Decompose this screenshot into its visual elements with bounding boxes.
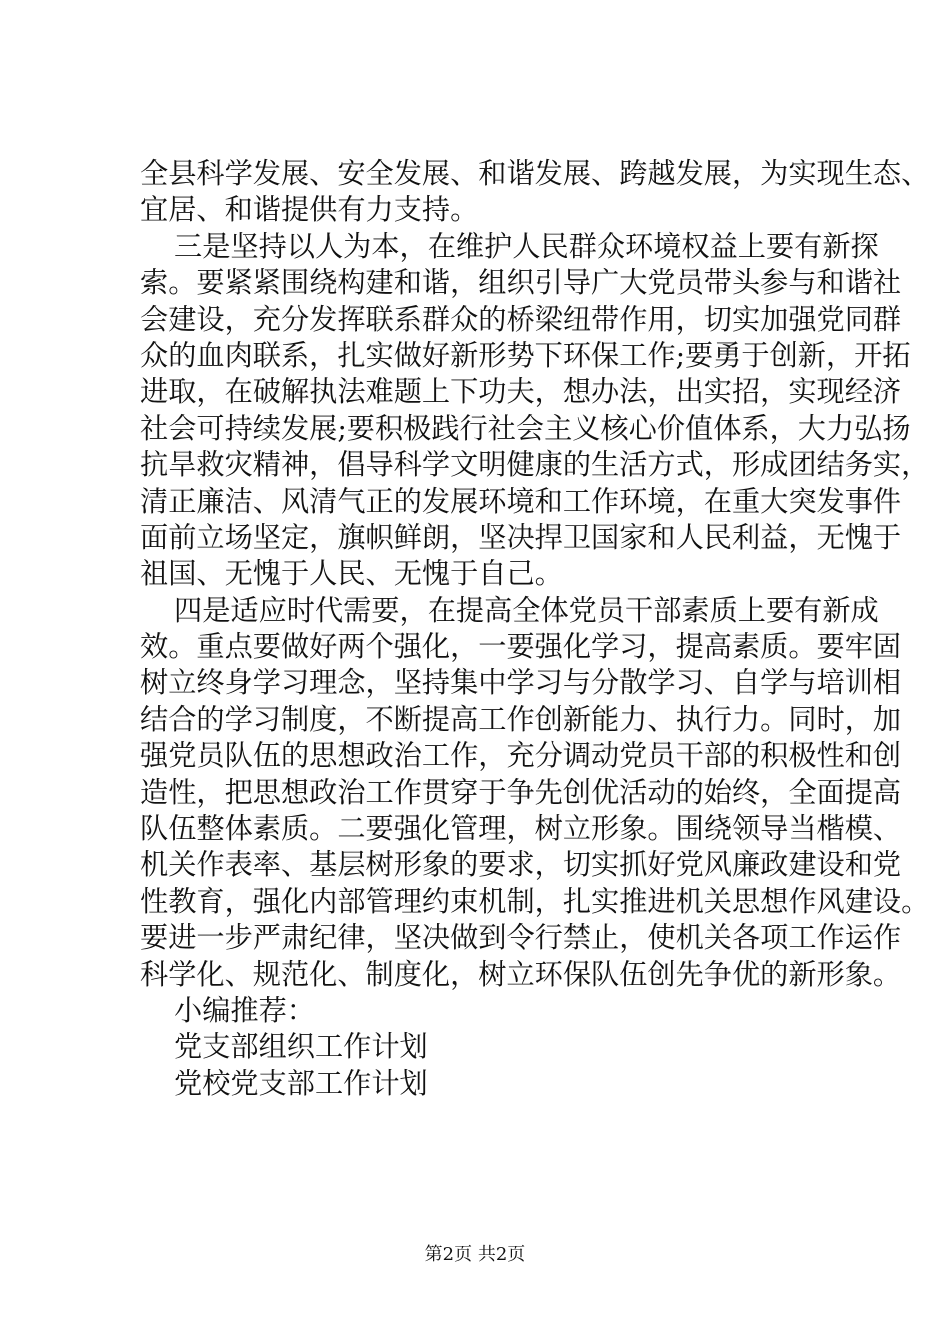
text-line: 结合的学习制度，不断提高工作创新能力、执行力。同时，加: [140, 702, 902, 736]
text-line: 全县科学发展、安全发展、和谐发展、跨越发展，为实现生态、: [140, 157, 930, 190]
text-line: 小编推荐：: [174, 993, 315, 1027]
text-line: 造性，把思想政治工作贯穿于争先创优活动的始终，全面提高: [140, 775, 902, 809]
text-line: 进取，在破解执法难题上下功夫，想办法，出实招，实现经济: [140, 375, 902, 409]
text-line: 队伍整体素质。二要强化管理，树立形象。围绕领导当楷模、: [140, 812, 902, 846]
page-footer: 第2页 共2页: [424, 1244, 526, 1265]
text-line: 众的血肉联系，扎实做好新形势下环保工作;要勇于创新，开拓: [140, 338, 911, 372]
text-line: 党校党支部工作计划: [174, 1066, 428, 1100]
text-line: 抗旱救灾精神，倡导科学文明健康的生活方式，形成团结务实，: [140, 448, 930, 482]
text-line: 清正廉洁、风清气正的发展环境和工作环境，在重大突发事件: [140, 484, 902, 518]
text-line: 性教育，强化内部管理约束机制，扎实推进机关思想作风建设。: [140, 884, 930, 918]
text-line: 要进一步严肃纪律，坚决做到令行禁止，使机关各项工作运作: [140, 921, 902, 955]
text-line: 机关作表率、基层树形象的要求，切实抓好党风廉政建设和党: [140, 848, 902, 882]
text-line: 树立终身学习理念，坚持集中学习与分散学习、自学与培训相: [140, 666, 902, 700]
text-line: 索。要紧紧围绕构建和谐，组织引导广大党员带头参与和谐社: [140, 266, 902, 300]
text-line: 面前立场坚定，旗帜鲜朗，坚决捍卫国家和人民利益，无愧于: [140, 520, 902, 554]
text-line: 社会可持续发展;要积极践行社会主义核心价值体系，大力弘扬: [140, 411, 911, 445]
text-line: 祖国、无愧于人民、无愧于自己。: [140, 557, 563, 591]
text-line: 科学化、规范化、制度化，树立环保队伍创先争优的新形象。: [140, 957, 902, 991]
text-line: 三是坚持以人为本，在维护人民群众环境权益上要有新探: [174, 229, 879, 263]
text-line: 宜居、和谐提供有力支持。: [140, 193, 479, 227]
document-body: [140, 156, 930, 1102]
text-line: 强党员队伍的思想政治工作，充分调动党员干部的积极性和创: [140, 739, 902, 773]
text-line: 效。重点要做好两个强化，一要强化学习，提高素质。要牢固: [140, 630, 902, 664]
text-line: 会建设，充分发挥联系群众的桥梁纽带作用，切实加强党同群: [140, 302, 902, 336]
text-line: 四是适应时代需要，在提高全体党员干部素质上要有新成: [174, 593, 879, 627]
text-line: 党支部组织工作计划: [174, 1030, 428, 1064]
